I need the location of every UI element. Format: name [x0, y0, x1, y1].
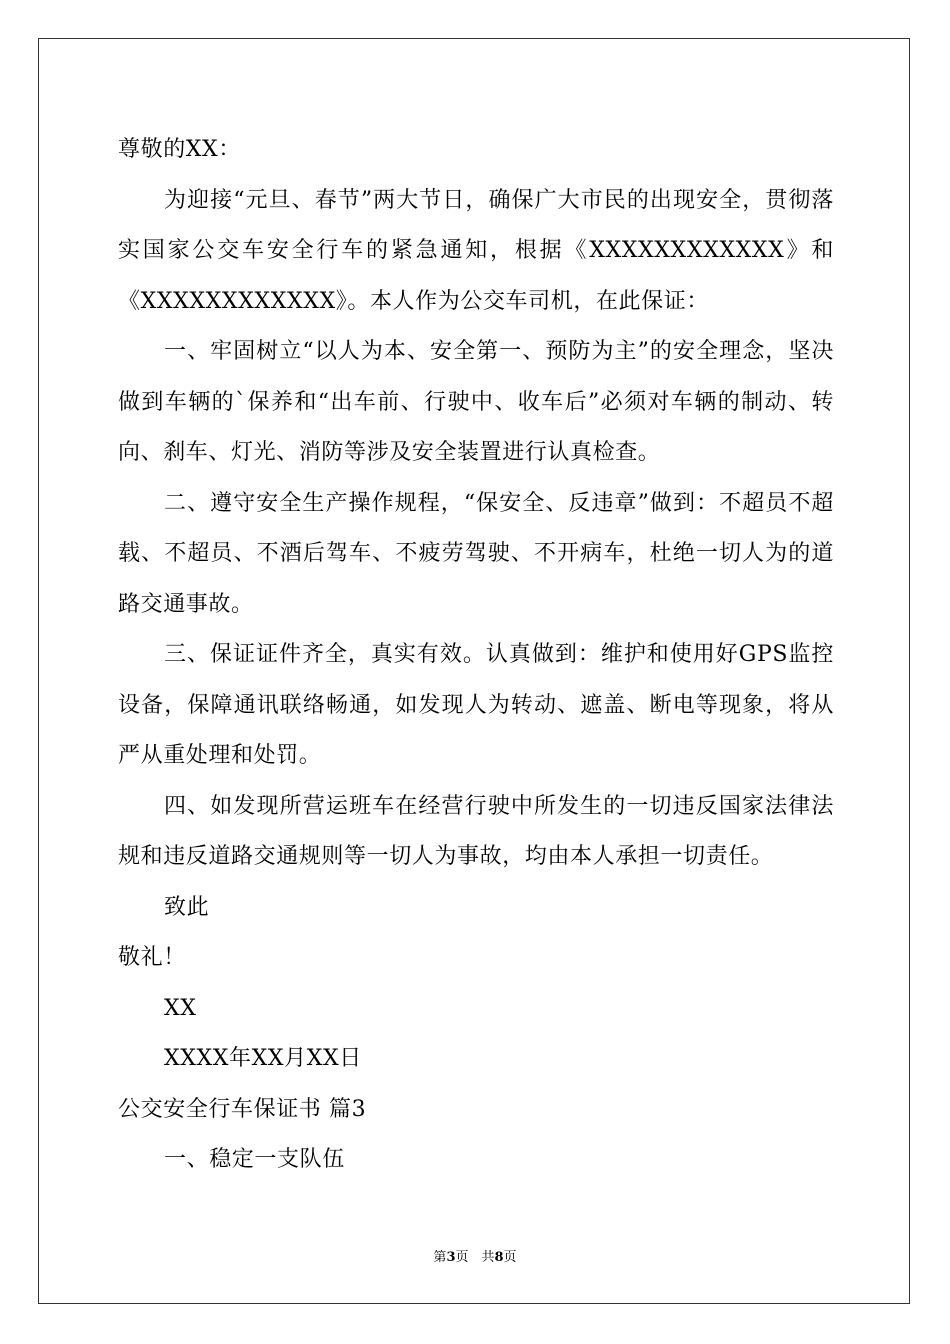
- paragraph-item-1: 一、牢固树立“以人为本、安全第一、预防为主”的安全理念，坚决做到车辆的`保养和“出车前、行驶中、收车后”必须对车辆的制动、转向、刹车、灯光、消防等涉及安全装置进行认真检查。: [118, 339, 834, 465]
- footer-mid: 页 共: [455, 1250, 495, 1265]
- salute-line: 敬礼！: [118, 945, 186, 970]
- section-item: 一、稳定一支队伍: [164, 1147, 345, 1172]
- document-body: [118, 125, 834, 1186]
- closing-line: 致此: [164, 894, 210, 920]
- paragraph-item-3: 三、保证证件齐全，真实有效。认真做到：维护和使用好GPS监控设备，保障通讯联络畅通，如发现人为转动、遮盖、断电等现象，将从严从重处理和处罚。: [118, 642, 834, 768]
- date-line: XXXX年XX月XX日: [164, 1046, 362, 1071]
- footer-suffix: 页: [503, 1250, 517, 1265]
- paragraph-item-4: 四、如发现所营运班车在经营行驶中所发生的一切违反国家法律法规和违反道路交通规则等一切人为事故，均由本人承担一切责任。: [118, 793, 834, 869]
- paragraph-intro: 为迎接“元旦、春节”两大节日，确保广大市民的出现安全，贯彻落实国家公交车安全行车的紧急通知，根据《XXXXXXXXXXXX》和《XXXXXXXXXXXX》。本人作为公交车司机，在此保证：: [118, 187, 834, 314]
- footer-prefix: 第: [433, 1250, 447, 1265]
- greeting: 尊敬的XX：: [118, 137, 241, 162]
- paragraph-item-2: 二、遵守安全生产操作规程，“保安全、反违章”做到：不超员不超载、不超员、不酒后驾车、不疲劳驾驶、不开病车，杜绝一切人为的道路交通事故。: [118, 490, 834, 617]
- footer-current-page: 3: [446, 1250, 456, 1265]
- page-footer: [0, 1246, 950, 1265]
- signature: XX: [164, 995, 197, 1021]
- footer-total-pages: 8: [494, 1250, 504, 1265]
- section-title: 公交安全行车保证书 篇3: [118, 1096, 367, 1122]
